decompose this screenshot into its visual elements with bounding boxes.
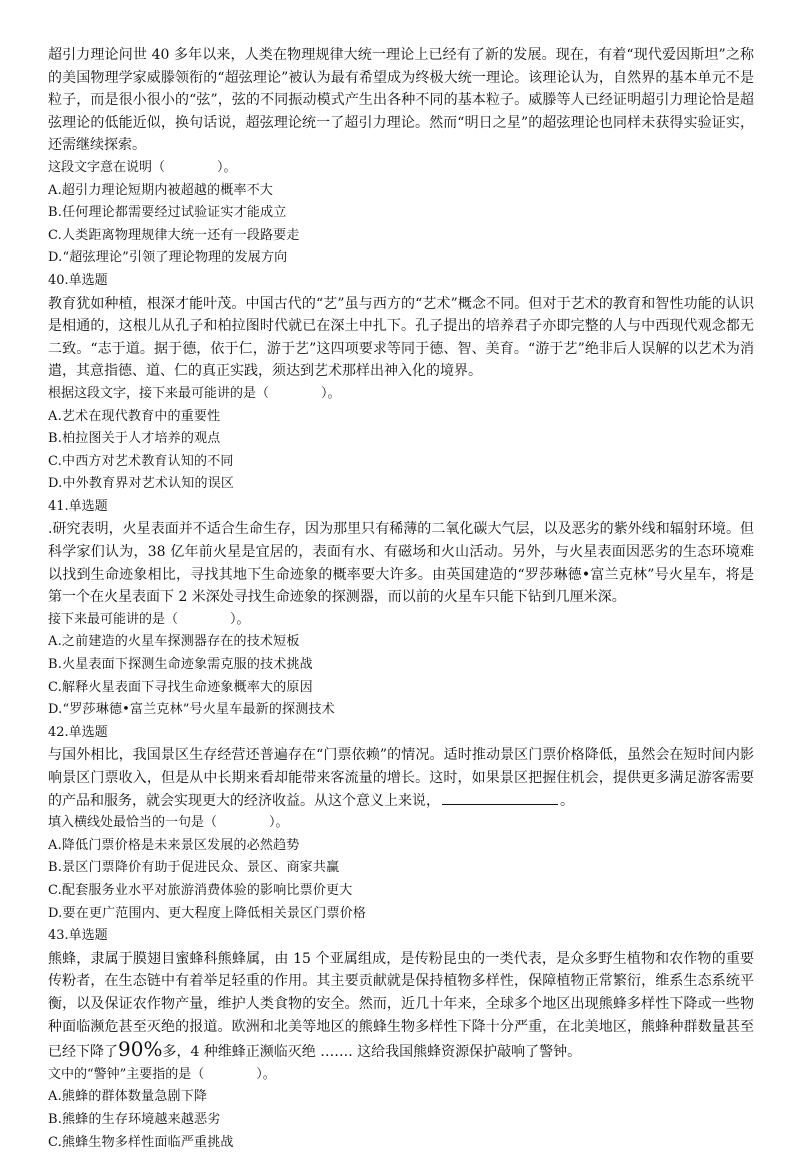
q43-passage-text: 熊蜂，隶属于膜翅目蜜蜂科熊蜂属，由 15 个亚属组成，是传粉昆虫的一类代表，是众多野生植物和农作物的重要传粉者，在生态链中有着举足轻重的作用。其主要贡献就是保持植物多样性，保障植物正常繁衍，维系生态系统平衡，以及保证农作物产量，维护人类食物的安全。然而，近几十年来，全球多个地区出现熊蜂多样性下降或一些物种面临濒危甚至灭绝的报道。欧洲和北美等地区的熊蜂生物多样性下降十分严重，在北美地区，熊蜂种群数量甚至已经下降了 bbox=[48, 951, 754, 1060]
q41-passage: .研究表明，火星表面并不适合生命生存，因为那里只有稀薄的二氧化碳大气层，以及恶劣的紫外线和辐射环境。但科学家们认为，38 亿年前火星是宜居的，表面有水、有磁场和火山活动。另外，与火星表面因恶劣的生态环境难以找到生命迹象相比，寻找其地下生命迹象的概率要大许多。由英国建造的“罗莎琳德•富兰克林”号火星车，将是第一个在火星表面下 2 米深处寻找生命迹象的探测器，而以前的火星车只能下钻到几厘米深。 bbox=[48, 518, 754, 608]
q42-option-d: D.要在更广范围内、更大程度上降低相关景区门票价格 bbox=[48, 903, 754, 926]
q42-option-a: A.降低门票价格是未来景区发展的必然趋势 bbox=[48, 835, 754, 858]
q43-passage bbox=[48, 948, 754, 1064]
q43-option-b: B.熊蜂的生存环境越来越恶劣 bbox=[48, 1109, 754, 1132]
q43-option-c: C.熊蜂生物多样性面临严重挑战 bbox=[48, 1132, 754, 1154]
q42-question: 填入横线处最恰当的一句是（ ）。 bbox=[48, 812, 754, 835]
q41-option-c: C.解释火星表面下寻找生命迹象概率大的原因 bbox=[48, 677, 754, 700]
document-page bbox=[48, 44, 754, 1154]
q41-header: 41.单选题 bbox=[48, 496, 754, 519]
q43-question: 文中的“警钟”主要指的是（ ）。 bbox=[48, 1064, 754, 1087]
q41-option-a: A.之前建造的火星车探测器存在的技术短板 bbox=[48, 631, 754, 654]
q42-passage-text: 与国外相比，我国景区生存经营还普遍存在“门票依赖”的情况。适时推动景区门票价格降低，虽然会在短时间内影响景区门票收入，但是从中长期来看却能带来客流量的增长。这时，如果景区把握住机会，提供更多满足游客需要的产品和服务，就会实现更大的经济收益。从这个意义上来说， bbox=[48, 747, 754, 808]
q43-header: 43.单选题 bbox=[48, 925, 754, 948]
q39-passage: 超引力理论问世 40 多年以来，人类在物理规律大统一理论上已经有了新的发展。现在，有着“现代爱因斯坦”之称的美国物理学家威滕领衔的“超弦理论”被认为最有希望成为终极大统一理论。该理论认为，自然界的基本单元不是粒子，而是很小很小的“弦”，弦的不同振动模式产生出各种不同的基本粒子。威滕等人已经证明超引力理论恰是超弦理论的低能近似，换句话说，超弦理论统一了超引力理论。然而“明日之星”的超弦理论也同样未获得实验证实，还需继续探索。 bbox=[48, 44, 754, 157]
q42-passage bbox=[48, 744, 754, 812]
q39-option-d: D.“超弦理论”引领了理论物理的发展方向 bbox=[48, 247, 754, 270]
q41-option-d: D.“罗莎琳德•富兰克林”号火星车最新的探测技术 bbox=[48, 699, 754, 722]
q43-passage-tail: 多，4 种维蜂正濒临灭绝 ……. 这给我国熊蜂资源保护敲响了警钟。 bbox=[162, 1044, 581, 1060]
q43-percentage: 90% bbox=[118, 1037, 162, 1061]
q43-option-a: A.熊蜂的群体数量急剧下降 bbox=[48, 1086, 754, 1109]
q42-header: 42.单选题 bbox=[48, 722, 754, 745]
q39-option-b: B.任何理论都需要经过试验证实才能成立 bbox=[48, 202, 754, 225]
q40-header: 40.单选题 bbox=[48, 270, 754, 293]
q40-option-b: B.柏拉图关于人才培养的观点 bbox=[48, 428, 754, 451]
q40-option-c: C.中西方对艺术教育认知的不同 bbox=[48, 451, 754, 474]
q41-question: 接下来最可能讲的是（ ）。 bbox=[48, 609, 754, 632]
fill-in-blank bbox=[442, 790, 558, 805]
q39-option-a: A.超引力理论短期内被超越的概率不大 bbox=[48, 180, 754, 203]
q39-option-c: C.人类距离物理规律大统一还有一段路要走 bbox=[48, 225, 754, 248]
q40-option-a: A.艺术在现代教育中的重要性 bbox=[48, 406, 754, 429]
q41-option-b: B.火星表面下探测生命迹象需克服的技术挑战 bbox=[48, 654, 754, 677]
q42-passage-end: 。 bbox=[560, 793, 574, 809]
q42-option-c: C.配套服务业水平对旅游消费体验的影响比票价更大 bbox=[48, 880, 754, 903]
q42-option-b: B.景区门票降价有助于促进民众、景区、商家共赢 bbox=[48, 857, 754, 880]
q40-option-d: D.中外教育界对艺术认知的误区 bbox=[48, 473, 754, 496]
q39-question: 这段文字意在说明（ ）。 bbox=[48, 157, 754, 180]
q40-passage: 教育犹如种植，根深才能叶茂。中国古代的“艺”虽与西方的“艺术”概念不同。但对于艺术的教育和智性功能的认识是相通的，这根儿从孔子和柏拉图时代就已在深土中扎下。孔子提出的培养君子亦即完整的人与中西现代观念都无二致。“志于道。据于德，依于仁，游于艺”这四项要求等同于德、智、美育。“游于艺”绝非后人误解的以艺术为消遣，其意指德、道、仁的真正实践，须达到艺术那样出神入化的境界。 bbox=[48, 293, 754, 383]
q40-question: 根据这段文字，接下来最可能讲的是（ ）。 bbox=[48, 383, 754, 406]
